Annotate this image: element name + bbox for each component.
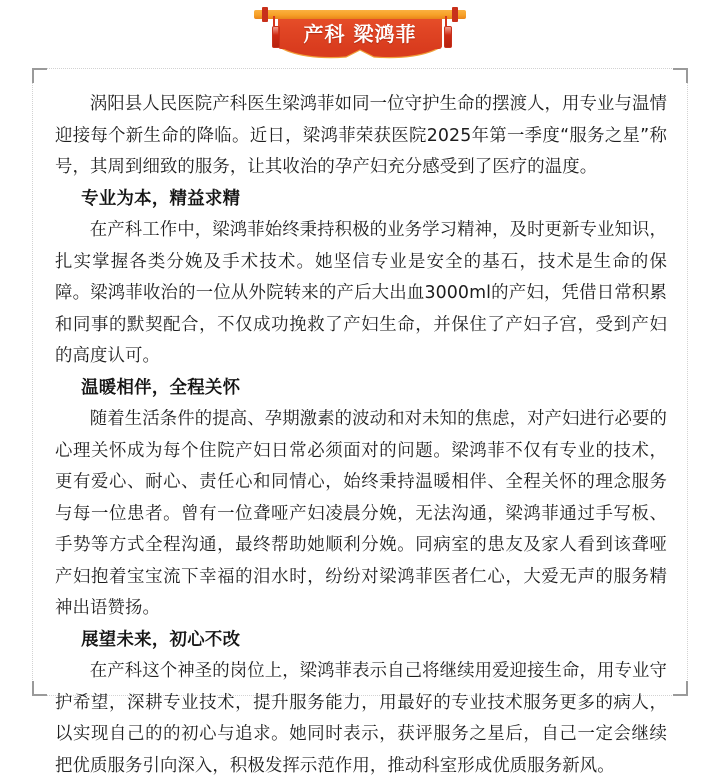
corner-bracket-bottom-right bbox=[673, 681, 688, 696]
section-heading: 专业为本，精益求精 bbox=[81, 188, 241, 209]
section-heading: 展望未来，初心不改 bbox=[81, 629, 241, 650]
tassel-body bbox=[444, 26, 452, 48]
article-paragraph: 随着生活条件的提高、孕期激素的波动和对未知的焦虑，对产妇进行必要的心理关怀成为每个住院产妇日常必须面对的问题。梁鸿菲不仅有专业的技术，更有爱心、耐心、责任心和同情心，始终秉持温暖相伴、全程关怀的理念服务与每一位患者。曾有一位聋哑产妇凌晨分娩，无法沟通，梁鸿菲通过手写板、手势等方式全程沟通，最终帮助她顺利分娩。同病室的患友及家人看到该聋哑产妇抱着宝宝流下幸福的泪水时，纷纷对梁鸿菲医者仁心，大爱无声的服务精神出语赞扬。 bbox=[55, 409, 667, 618]
article-paragraph: 涡阳县人民医院产科医生梁鸿菲如同一位守护生命的摆渡人，用专业与温情迎接每个新生命的降临。近日，梁鸿菲荣获医院2025年第一季度“服务之星”称号，其周到细致的服务，让其收治的孕产妇充分感受到了医疗的温度。 bbox=[55, 94, 667, 177]
article-paragraph: 在产科工作中，梁鸿菲始终秉持积极的业务学习精神，及时更新专业知识，扎实掌握各类分娩及手术技术。她坚信专业是安全的基石，技术是生命的保障。梁鸿菲收治的一位从外院转来的产后大出血3000ml的产妇，凭借日常积累和同事的默契配合，不仅成功挽救了产妇生命，并保住了产妇子宫，受到产妇的高度认可。 bbox=[55, 220, 667, 366]
article-paragraph: 在产科这个神圣的岗位上，梁鸿菲表示自己将继续用爱迎接生命，用专业守护希望，深耕专业技术，提升服务能力，用最好的专业技术服务更多的病人，以实现自己的的初心与追求。她同时表示，获评服务之星后，自己一定会继续把优质服务引向深入，积极发挥示范作用，推动科室形成优质服务新风。 bbox=[55, 661, 667, 776]
banner-rod-cap-left bbox=[262, 7, 268, 22]
banner-plaque bbox=[254, 4, 466, 52]
tassel-left-icon bbox=[272, 16, 276, 48]
header-banner bbox=[0, 0, 720, 62]
corner-bracket-bottom-left bbox=[32, 681, 47, 696]
tassel-string bbox=[445, 16, 447, 26]
article-container bbox=[32, 68, 688, 776]
tassel-right-icon bbox=[444, 16, 448, 48]
article-body bbox=[55, 89, 667, 782]
banner-rod-cap-right bbox=[452, 7, 458, 22]
tassel-string bbox=[273, 16, 275, 26]
section-heading: 温暖相伴，全程关怀 bbox=[81, 377, 241, 398]
corner-bracket-top-right bbox=[673, 68, 688, 83]
banner-title: 产科 梁鸿菲 bbox=[303, 21, 417, 46]
corner-bracket-top-left bbox=[32, 68, 47, 83]
